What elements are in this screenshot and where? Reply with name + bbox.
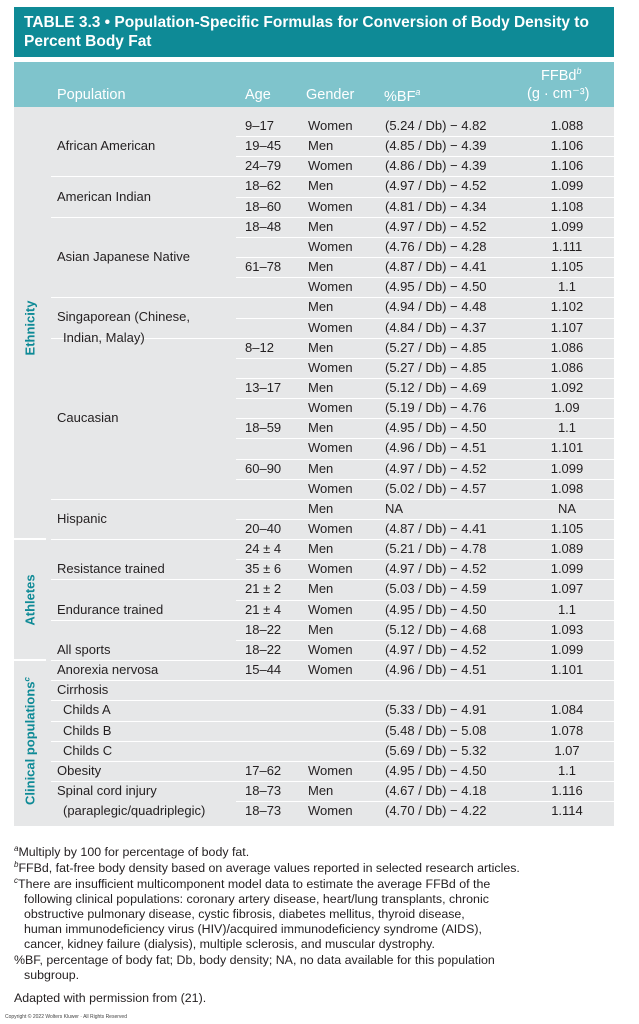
ffbd-cell: 1.084 xyxy=(550,702,584,718)
bf-formula-cell: (4.67 / Db) − 4.18 xyxy=(385,782,487,798)
ffbd-cell: 1.099 xyxy=(550,561,584,577)
bf-formula-cell: (5.02 / Db) − 4.57 xyxy=(385,480,487,496)
adapted-note: Adapted with permission from (21). xyxy=(14,991,207,1005)
gender-cell: Women xyxy=(308,198,353,214)
ffbd-cell: 1.07 xyxy=(554,742,580,758)
age-cell: 18–60 xyxy=(245,198,282,214)
footnote-abbreviations: %BF, percentage of body fat; Db, body density; NA, no data available for this population subgroup. xyxy=(14,953,495,982)
gender-cell: Men xyxy=(308,339,334,355)
age-cell: 18–73 xyxy=(245,803,282,819)
age-cell: 21 ± 2 xyxy=(245,581,282,597)
ffbd-cell: 1.089 xyxy=(550,541,584,557)
ffbd-cell: 1.1 xyxy=(557,279,577,295)
ffbd-cell: 1.097 xyxy=(550,581,584,597)
header-bf: $\%BF^a$ xyxy=(384,87,421,105)
section-label: Clinical populations$^c$ xyxy=(22,676,38,805)
population-label: Indian, Malay) xyxy=(63,329,145,345)
gender-cell: Women xyxy=(308,521,353,536)
gender-cell: Women xyxy=(308,279,353,295)
section-clinical-populations xyxy=(14,659,46,822)
footnote-b: $^b$FFBd, fat-free body density based on average values reported in selected research articles. xyxy=(14,860,520,876)
ffbd-cell: 1.099 xyxy=(550,218,584,234)
gender-cell: Women xyxy=(308,762,353,778)
population-label: Asian Japanese Native xyxy=(57,248,190,264)
gender-cell: Women xyxy=(308,158,353,174)
population-divider xyxy=(51,680,614,681)
ffbd-cell: 1.105 xyxy=(550,521,584,536)
age-cell: 24–79 xyxy=(245,158,282,174)
gender-cell: Men xyxy=(308,541,334,557)
table-title-bar xyxy=(14,7,614,57)
ffbd-cell: 1.107 xyxy=(550,319,584,335)
footnote-c: $^c$There are insufficient multicomponent model data to estimate the average FFBd of the following clinical populations: coronary artery disease, heart/lung transplants, chronic obstructive pulmonary disease, cystic fibrosis, diabetes mellitus, thyroid disease, human immunodeficiency virus (HIV)/acquired immunodeficiency syndrome (AIDS), cancer, kidney failure (dialysis), multiple sclerosis, and muscular dystrophy. xyxy=(14,876,491,952)
footnote-a: $^a$Multiply by 100 for percentage of body fat. xyxy=(14,844,250,860)
ffbd-cell: 1.086 xyxy=(550,359,584,375)
table-title: TABLE 3.3 • Population-Specific Formulas for Conversion of Body Density to Percent Body Fat xyxy=(24,14,589,50)
ffbd-cell: 1.114 xyxy=(551,803,583,819)
gender-cell: Women xyxy=(308,359,353,375)
gender-cell: Men xyxy=(308,460,334,476)
bf-formula-cell: (4.76 / Db) − 4.28 xyxy=(385,238,487,254)
gender-cell: Men xyxy=(308,782,334,798)
gender-cell: Women xyxy=(308,803,353,819)
bf-formula-cell: (4.84 / Db) − 4.37 xyxy=(385,319,487,335)
bf-formula-cell: (4.70 / Db) − 4.22 xyxy=(385,803,487,819)
bf-formula-cell: (5.69 / Db) − 5.32 xyxy=(385,742,487,758)
gender-cell: Men xyxy=(308,218,334,234)
ffbd-cell: 1.093 xyxy=(550,621,584,637)
gender-cell: Women xyxy=(308,319,353,335)
bf-formula-cell: NA xyxy=(385,500,404,516)
bf-formula-cell: (5.48 / Db) − 5.08 xyxy=(385,722,487,738)
gender-cell: Women xyxy=(308,641,353,657)
bf-formula-cell: (4.97 / Db) − 4.52 xyxy=(385,178,487,194)
ffbd-cell: 1.092 xyxy=(550,379,584,395)
bf-formula-cell: (4.97 / Db) − 4.52 xyxy=(385,460,487,476)
footnote-mark-b: b xyxy=(576,66,582,76)
age-cell: 15–44 xyxy=(245,662,282,678)
age-cell: 61–78 xyxy=(245,259,282,275)
population-label: Cirrhosis xyxy=(57,682,109,698)
age-cell: 60–90 xyxy=(245,460,282,476)
population-label: Childs C xyxy=(63,742,113,758)
ffbd-cell: 1.098 xyxy=(550,480,584,496)
age-cell: 18–48 xyxy=(245,218,282,234)
age-cell: 21 ± 4 xyxy=(245,601,282,617)
ffbd-cell: 1.105 xyxy=(550,259,584,275)
ffbd-cell: 1.101 xyxy=(550,440,584,456)
ffbd-cell: 1.099 xyxy=(550,641,584,657)
age-cell: 24 ± 4 xyxy=(245,541,282,557)
age-cell: 8–12 xyxy=(245,339,274,355)
age-cell: 13–17 xyxy=(245,379,282,395)
population-label: American Indian xyxy=(57,188,151,204)
gender-cell: Women xyxy=(308,400,353,416)
gender-cell: Men xyxy=(308,621,334,637)
ffbd-cell: 1.088 xyxy=(550,118,584,133)
age-cell: 20–40 xyxy=(245,521,282,536)
ffbd-cell: 1.101 xyxy=(550,662,584,678)
gender-cell: Women xyxy=(308,440,353,456)
header-ffbd: FFBd$^b$ xyxy=(541,66,582,84)
bf-formula-cell: (5.19 / Db) − 4.76 xyxy=(385,400,487,416)
bf-formula-cell: (4.96 / Db) − 4.51 xyxy=(385,440,487,456)
bf-formula-cell: (4.97 / Db) − 4.52 xyxy=(385,561,487,577)
population-label: Singaporean (Chinese, xyxy=(57,309,190,325)
age-cell: 9–17 xyxy=(245,118,274,133)
bf-formula-cell: (5.24 / Db) − 4.82 xyxy=(385,118,487,133)
bf-formula-cell: (4.86 / Db) − 4.39 xyxy=(385,158,487,174)
gender-cell: Men xyxy=(308,138,334,154)
ffbd-cell: 1.078 xyxy=(550,722,584,738)
bf-formula-cell: (4.97 / Db) − 4.52 xyxy=(385,218,487,234)
bf-formula-cell: (4.81 / Db) − 4.34 xyxy=(385,198,487,214)
gender-cell: Men xyxy=(308,379,334,395)
ffbd-cell: 1.102 xyxy=(550,299,584,315)
population-label: Spinal cord injury xyxy=(57,782,157,798)
bf-formula-cell: (5.33 / Db) − 4.91 xyxy=(385,702,487,718)
ffbd-cell: NA xyxy=(557,500,577,516)
ffbd-cell: 1.116 xyxy=(551,782,583,798)
age-cell: 18–22 xyxy=(245,621,282,637)
population-label: All sports xyxy=(57,641,111,657)
age-cell: 19–45 xyxy=(245,138,282,154)
population-label: Childs B xyxy=(63,722,112,738)
age-cell: 35 ± 6 xyxy=(245,561,282,577)
gender-cell: Men xyxy=(308,581,334,597)
footnote-mark-a: a xyxy=(415,87,421,97)
ffbd-cell: 1.099 xyxy=(550,178,584,194)
gender-cell: Women xyxy=(308,118,353,133)
bf-formula-cell: (4.95 / Db) − 4.50 xyxy=(385,420,487,436)
bf-formula-cell: (5.21 / Db) − 4.78 xyxy=(385,541,487,557)
header-gender: Gender xyxy=(306,87,355,103)
gender-cell: Women xyxy=(308,601,353,617)
bf-formula-cell: (4.85 / Db) − 4.39 xyxy=(385,138,487,154)
population-divider xyxy=(51,700,614,701)
header-age: Age xyxy=(245,87,271,103)
bf-formula-cell: (5.03 / Db) − 4.59 xyxy=(385,581,487,597)
ffbd-cell: 1.099 xyxy=(550,460,584,476)
bf-formula-cell: (4.96 / Db) − 4.51 xyxy=(385,662,487,678)
population-label: Resistance trained xyxy=(57,561,165,577)
population-label: (paraplegic/quadriplegic) xyxy=(63,803,206,819)
gender-cell: Men xyxy=(308,299,334,315)
header-ffbd-unit: (g · cm⁻³) xyxy=(527,86,590,102)
bf-formula-cell: (4.87 / Db) − 4.41 xyxy=(385,521,487,536)
bf-formula-cell: (4.95 / Db) − 4.50 xyxy=(385,279,487,295)
copyright-text: Copyright © 2022 Wolters Kluwer · All Rights Reserved xyxy=(5,1014,127,1020)
population-label: Hispanic xyxy=(57,510,107,526)
bf-formula-cell: (4.87 / Db) − 4.41 xyxy=(385,259,487,275)
bf-formula-cell: (4.95 / Db) − 4.50 xyxy=(385,601,487,617)
age-cell: 18–22 xyxy=(245,641,282,657)
gender-cell: Men xyxy=(308,178,334,194)
ffbd-cell: 1.1 xyxy=(557,762,577,778)
gender-cell: Women xyxy=(308,480,353,496)
ffbd-cell: 1.106 xyxy=(550,158,584,174)
population-label: Obesity xyxy=(57,762,102,778)
population-label: African American xyxy=(57,138,156,154)
age-cell: 18–62 xyxy=(245,178,282,194)
section-athletes xyxy=(14,538,46,661)
section-label: Ethnicity xyxy=(22,300,38,356)
gender-cell: Men xyxy=(308,259,334,275)
bf-formula-cell: (5.12 / Db) − 4.68 xyxy=(385,621,487,637)
data-table xyxy=(14,62,614,826)
bf-formula-cell: (5.27 / Db) − 4.85 xyxy=(385,339,487,355)
bf-formula-cell: (4.95 / Db) − 4.50 xyxy=(385,762,487,778)
population-label: Caucasian xyxy=(57,410,119,426)
ffbd-cell: 1.108 xyxy=(550,198,584,214)
ffbd-cell: 1.1 xyxy=(557,601,577,617)
bf-formula-cell: (5.12 / Db) − 4.69 xyxy=(385,379,487,395)
population-label: Anorexia nervosa xyxy=(57,662,159,678)
population-divider xyxy=(51,741,614,742)
ffbd-cell: 1.086 xyxy=(550,339,584,355)
gender-cell: Women xyxy=(308,238,353,254)
population-label: Childs A xyxy=(63,702,111,718)
ffbd-cell: 1.09 xyxy=(554,400,580,416)
section-ethnicity xyxy=(14,115,46,540)
gender-cell: Men xyxy=(308,500,334,516)
gender-cell: Women xyxy=(308,561,353,577)
ffbd-cell: 1.111 xyxy=(551,238,583,254)
ffbd-cell: 1.1 xyxy=(557,420,577,436)
bf-formula-cell: (5.27 / Db) − 4.85 xyxy=(385,359,487,375)
section-label: Athletes xyxy=(22,573,38,626)
population-label: Endurance trained xyxy=(57,601,164,617)
gender-cell: Women xyxy=(308,662,353,678)
header-population: Population xyxy=(57,87,126,103)
bf-formula-cell: (4.94 / Db) − 4.48 xyxy=(385,299,487,315)
table-header xyxy=(14,62,614,107)
population-divider xyxy=(51,721,614,722)
age-cell: 18–73 xyxy=(245,782,282,798)
bf-formula-cell: (4.97 / Db) − 4.52 xyxy=(385,641,487,657)
ffbd-cell: 1.106 xyxy=(550,138,584,154)
age-cell: 18–59 xyxy=(245,420,282,436)
age-cell: 17–62 xyxy=(245,762,282,778)
gender-cell: Men xyxy=(308,420,334,436)
